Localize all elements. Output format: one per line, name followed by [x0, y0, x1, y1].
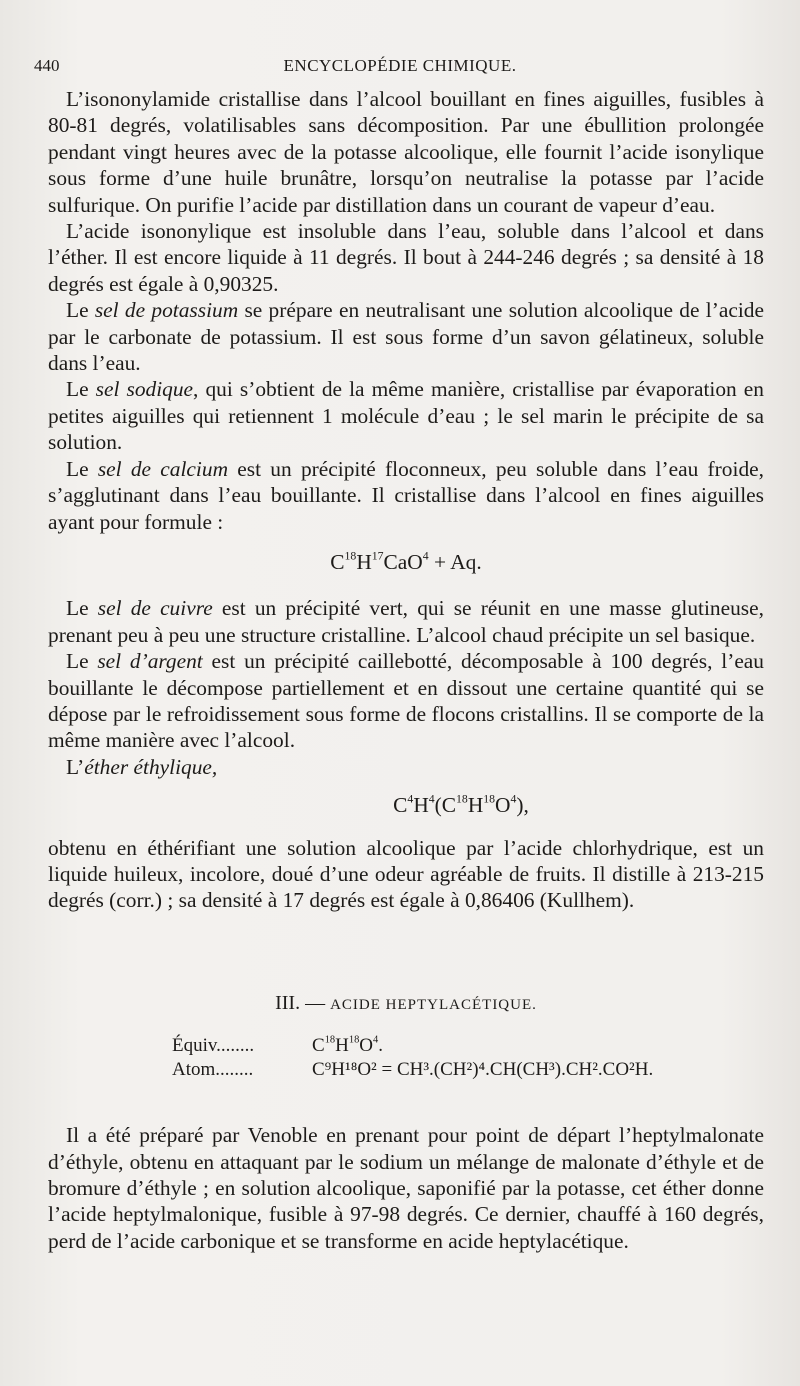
- f: O: [359, 1035, 374, 1057]
- term-potassium-salt: sel de potassium: [94, 298, 239, 323]
- formula-ethyl-ether: [48, 792, 764, 818]
- term-copper-salt: sel de cuivre: [97, 596, 213, 621]
- text: L’: [66, 754, 85, 779]
- equiv-label: Équiv........: [172, 1035, 255, 1057]
- term-silver-salt: sel d’argent: [97, 649, 203, 674]
- paragraph-silver-salt: [48, 648, 764, 754]
- f: H: [413, 793, 429, 818]
- f: 18: [483, 792, 496, 806]
- f: 18: [348, 1034, 360, 1046]
- text: Le: [66, 596, 98, 621]
- paragraph-isononylamide: L’isononylamide cristallise dans l’alcool bouillant en fines aiguilles, fusibles à 80-81 degrés, volatilisables sans décomposition. Par une ébullition prolongée pendant vingt heures avec de la potasse alcoolique, elle fournit l’acide isonylique sous forme d’une huile brunâtre, lorsqu’on neutralise la potasse par l’acide sulfurique. On purifie l’acide par distillation dans un courant de vapeur d’eau.: [48, 87, 764, 217]
- paragraph-ether-properties: obtenu en éthérifiant une solution alcoolique par l’acide chlorhydrique, est un liquide huileux, incolore, doué d’une odeur agréable de fruits. Il distille à 213-215 degrés (corr.) ; sa densité à 17 degrés est égale à 0,86406 (Kullhem).: [48, 835, 764, 913]
- f: CaO: [383, 549, 423, 574]
- f: H: [467, 793, 484, 818]
- term-ethyl-ether: éther éthylique,: [84, 754, 218, 779]
- f: H: [356, 549, 372, 574]
- f: ),: [516, 793, 529, 818]
- text: Le: [66, 649, 98, 674]
- term-sodium-salt: sel sodique: [95, 377, 194, 402]
- f: 17: [371, 549, 384, 563]
- paragraph-heptylacetic-preparation: Il a été préparé par Venoble en prenant pour point de départ l’heptylmalonate d’éthyle, obtenu en attaquant par le sodium un mélange de malonate d’éthyle et de bromure d’éthyle ; en solution alcoolique, saponifié par la potasse, cet éther donne l’acide heptylmalonique, fusible à 97-98 degrés. Ce dernier, chauffé à 160 degrés, perd de l’acide carbonique et se transforme en acide heptylacétique.: [48, 1123, 764, 1253]
- f: 4: [422, 549, 429, 563]
- text: Le: [66, 298, 95, 323]
- paragraph-isononylic-acid: L’acide isononylique est insoluble dans l’eau, soluble dans l’alcool et dans l’éther. Il est encore liquide à 11 degrés. Il bout à 244-246 degrés ; sa densité à 18 degrés est égale à 0,90325.: [48, 219, 764, 296]
- f: 4: [407, 792, 414, 806]
- paragraph-calcium-salt: [48, 456, 764, 535]
- running-title: ENCYCLOPÉDIE CHIMIQUE.: [283, 56, 517, 75]
- f: 4: [373, 1034, 379, 1046]
- formula-calcium-salt: [48, 549, 764, 575]
- page-number: 440: [34, 56, 60, 75]
- f: C: [393, 793, 408, 818]
- text: Le: [66, 456, 98, 481]
- equiv-row: [172, 1034, 764, 1058]
- f: 18: [324, 1034, 336, 1046]
- text: est un précipité caillebotté, décomposable à 100 degrés, l’eau bouillante le décompose partiellement et en dissout une certaine quantité qui se dépose par le refroidissement sous forme de flocons cristallins. Il se comporte de la même manière avec l’alcool.: [48, 649, 765, 753]
- f: 18: [456, 792, 468, 806]
- f: C: [330, 549, 345, 574]
- running-header: [30, 52, 770, 82]
- paragraph-potassium-salt: [48, 297, 764, 376]
- atom-row: [172, 1058, 764, 1082]
- section-number: III.: [275, 991, 301, 1014]
- text: est un précipité vert, qui se réunit en une masse glutineuse, prenant peu à peu une structure cristalline. L’alcool chaud précipite un sel basique.: [48, 596, 764, 647]
- paragraph-sodium-salt: [48, 376, 764, 455]
- f: 4: [428, 792, 435, 806]
- f: C: [312, 1035, 325, 1057]
- section-dash: —: [300, 991, 331, 1014]
- f: 4: [510, 792, 517, 806]
- f: .: [378, 1035, 383, 1057]
- term-calcium-salt: sel de calcium: [97, 456, 229, 481]
- equiv-formula: [312, 1034, 383, 1058]
- f: + Aq.: [428, 549, 482, 574]
- atom-formula: C⁹H¹⁸O² = CH³.(CH²)⁴.CH(CH³).CH².CO²H.: [312, 1059, 654, 1081]
- paragraph-ethyl-ether: [48, 754, 764, 780]
- paragraph-copper-salt: [48, 595, 764, 648]
- f: (C: [434, 793, 457, 818]
- text: Le: [66, 377, 96, 402]
- f: O: [495, 793, 511, 818]
- section-heading: [48, 990, 764, 1018]
- f: 18: [344, 549, 357, 563]
- formula-table: [172, 1034, 764, 1082]
- atom-label: Atom........: [172, 1059, 254, 1081]
- f: H: [335, 1035, 349, 1057]
- section-title: ACIDE HEPTYLACÉTIQUE.: [330, 996, 537, 1013]
- main-text: [48, 86, 764, 1254]
- text: se prépare en neutralisant une solution alcoolique de l’acide par le carbonate de potassium. Il est sous forme d’un savon gélatineux, soluble dans l’eau.: [48, 298, 764, 376]
- text: , qui s’obtient de la même manière, cristallise par évaporation en petites aiguilles qui retiennent 1 molécule d’eau ; le sel marin le précipite de sa solution.: [48, 377, 764, 455]
- text: est un précipité floconneux, peu soluble dans l’eau froide, s’agglutinant dans l’eau bouillante. Il cristallise dans l’alcool en fines aiguilles ayant pour formule :: [48, 456, 764, 534]
